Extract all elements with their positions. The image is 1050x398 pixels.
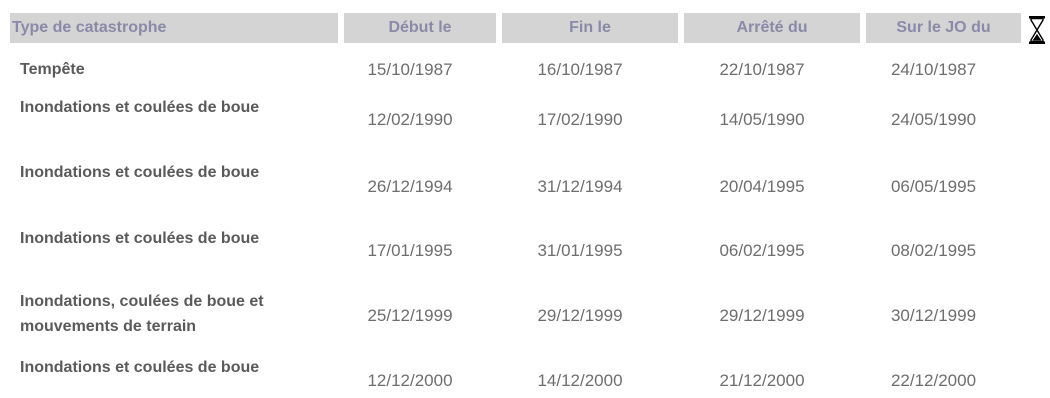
row-jo: 06/05/1995 [890,177,977,196]
row-jo: 08/02/1995 [890,241,977,260]
row-fin: 14/12/2000 [537,371,623,390]
row-fin: 17/02/1990 [537,110,623,129]
row-fin: 16/10/1987 [537,60,623,79]
row-arrete: 21/12/2000 [719,371,805,390]
header-type[interactable]: Type de catastrophe [10,13,338,43]
row-fin: 29/12/1999 [537,306,623,325]
row-type: Inondations et coulées de boue [20,99,260,116]
row-debut: 12/12/2000 [367,371,453,390]
row-debut: 17/01/1995 [367,241,453,260]
row-arrete: 20/04/1995 [719,177,805,196]
table-header [10,13,1015,43]
row-arrete: 22/10/1987 [719,60,805,79]
row-debut: 12/02/1990 [367,110,453,129]
row-type: Inondations et coulées de boue [20,359,260,376]
row-jo: 24/10/1987 [890,60,977,79]
header-arrete[interactable]: Arrêté du [684,13,860,43]
row-jo: 24/05/1990 [890,110,977,129]
row-type: Inondations et coulées de boue [20,164,260,181]
row-fin: 31/12/1994 [537,177,623,196]
row-type: Inondations et coulées de boue [20,230,260,247]
header-jo[interactable]: Sur le JO du [866,13,1021,43]
header-debut[interactable]: Début le [344,13,496,43]
row-debut: 15/10/1987 [367,60,453,79]
row-jo: 30/12/1999 [890,306,977,325]
row-debut: 26/12/1994 [367,177,453,196]
hourglass-icon[interactable] [1028,15,1046,45]
row-fin: 31/01/1995 [537,241,623,260]
row-jo: 22/12/2000 [890,371,977,390]
row-type: Tempête [20,61,85,78]
header-fin[interactable]: Fin le [502,13,678,43]
row-arrete: 06/02/1995 [719,241,805,260]
row-debut: 25/12/1999 [367,306,453,325]
row-type: Inondations, coulées de boue et mouvements de terrain [20,293,264,335]
row-arrete: 14/05/1990 [719,110,805,129]
row-arrete: 29/12/1999 [719,306,805,325]
